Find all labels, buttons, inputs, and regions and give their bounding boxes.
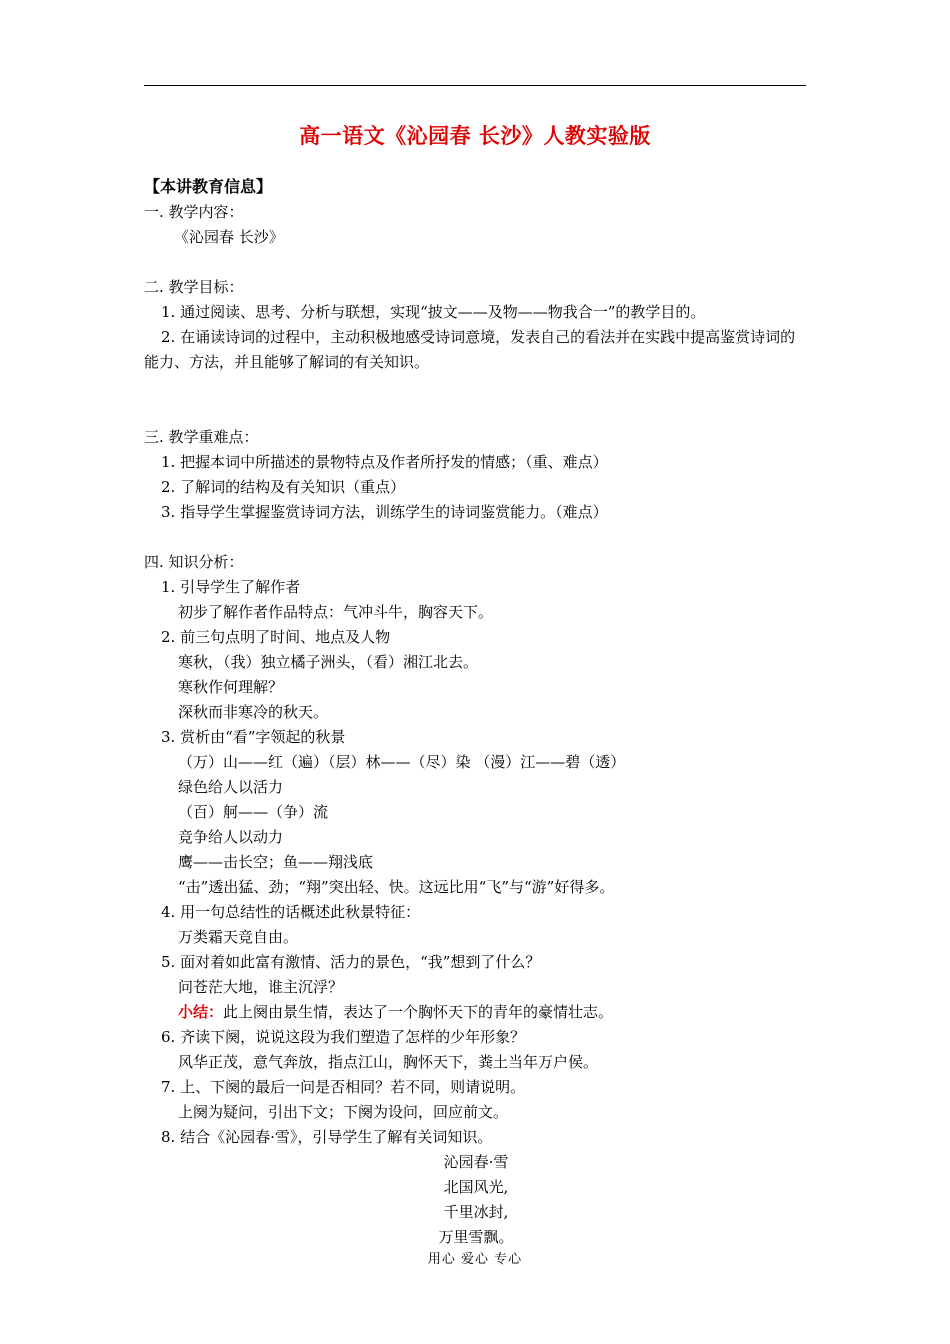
section-header: 【本讲教育信息】 (144, 177, 273, 196)
goal-item: 2. 在诵读诗词的过程中，主动积极地感受诗词意境，发表自己的看法并在实践中提高鉴赏诗词的能力、方法，并且能够了解词的有关知识。 (144, 328, 796, 371)
keypoint-item: 1. 把握本词中所描述的景物特点及作者所抒发的情感；（重、难点） (161, 453, 608, 471)
document-body (144, 173, 808, 1250)
analysis-question: 4. 用一句总结性的话概述此秋景特征： (161, 903, 421, 921)
analysis-answer: 绿色给人以活力 (178, 778, 284, 796)
analysis-answer: 竞争给人以动力 (178, 828, 284, 846)
section-heading-analysis: 四. 知识分析： (144, 553, 244, 571)
summary-line (144, 1000, 808, 1025)
analysis-question: 3. 赏析由“看”字领起的秋景 (161, 728, 346, 746)
section-heading-goals: 二. 教学目标： (144, 278, 244, 296)
section-heading-content: 一. 教学内容： (144, 203, 244, 221)
analysis-answer: 万类霜天竞自由。 (178, 928, 299, 946)
analysis-answer: 风华正茂，意气奔放，指点江山，胸怀天下，粪土当年万户侯。 (178, 1053, 599, 1071)
analysis-answer: 问苍茫大地，谁主沉浮？ (178, 978, 344, 996)
analysis-answer: 鹰——击长空；鱼——翔浅底 (178, 853, 374, 871)
poem-line: 千里冰封, (443, 1203, 509, 1221)
header-rule (144, 85, 806, 86)
content-line: 《沁园春 长沙》 (174, 228, 284, 246)
analysis-answer: “击”透出猛、劲；“翔”突出轻、快。这远比用“飞”与“游”好得多。 (178, 878, 615, 896)
analysis-answer: （百）舸——（争）流 (178, 803, 329, 821)
keypoint-item: 2. 了解词的结构及有关知识（重点） (161, 478, 406, 496)
analysis-answer: 深秋而非寒冷的秋天。 (178, 703, 329, 721)
analysis-answer: 初步了解作者作品特点：气冲斗牛，胸容天下。 (178, 603, 494, 621)
page-footer: 用心 爱心 专心 (427, 1252, 523, 1267)
summary-label: 小结： (178, 1003, 224, 1021)
page-title: 高一语文《沁园春 长沙》人教实验版 (299, 123, 651, 148)
analysis-answer: （万）山——红（遍）（层）林——（尽）染 （漫）江——碧（透） (178, 753, 626, 771)
summary-text: 此上阕由景生情，表达了一个胸怀天下的青年的豪情壮志。 (223, 1003, 614, 1021)
poem-line: 万里雪飘。 (438, 1228, 514, 1246)
keypoint-item: 3. 指导学生掌握鉴赏诗词方法，训练学生的诗词鉴赏能力。（难点） (161, 503, 608, 521)
analysis-question: 1. 引导学生了解作者 (161, 578, 301, 596)
analysis-question: 5. 面对着如此富有激情、活力的景色，“我”想到了什么？ (161, 953, 541, 971)
section-heading-keypoints: 三. 教学重难点： (144, 428, 259, 446)
analysis-question: 2. 前三句点明了时间、地点及人物 (161, 628, 391, 646)
analysis-answer: 上阕为疑问，引出下文；下阕为设问，回应前文。 (178, 1103, 509, 1121)
analysis-question: 8. 结合《沁园春·雪》，引导学生了解有关词知识。 (161, 1128, 493, 1146)
analysis-question: 7. 上、下阕的最后一问是否相同？若不同，则请说明。 (161, 1078, 526, 1096)
poem-line: 北国风光, (443, 1178, 509, 1196)
poem-title: 沁园春·雪 (443, 1153, 509, 1171)
analysis-answer: 寒秋作何理解？ (178, 678, 284, 696)
goal-item: 1. 通过阅读、思考、分析与联想，实现“披文——及物——物我合一”的教学目的。 (161, 303, 706, 321)
analysis-answer: 寒秋，（我）独立橘子洲头，（看）湘江北去。 (178, 653, 479, 671)
analysis-question: 6. 齐读下阕，说说这段为我们塑造了怎样的少年形象？ (161, 1028, 526, 1046)
